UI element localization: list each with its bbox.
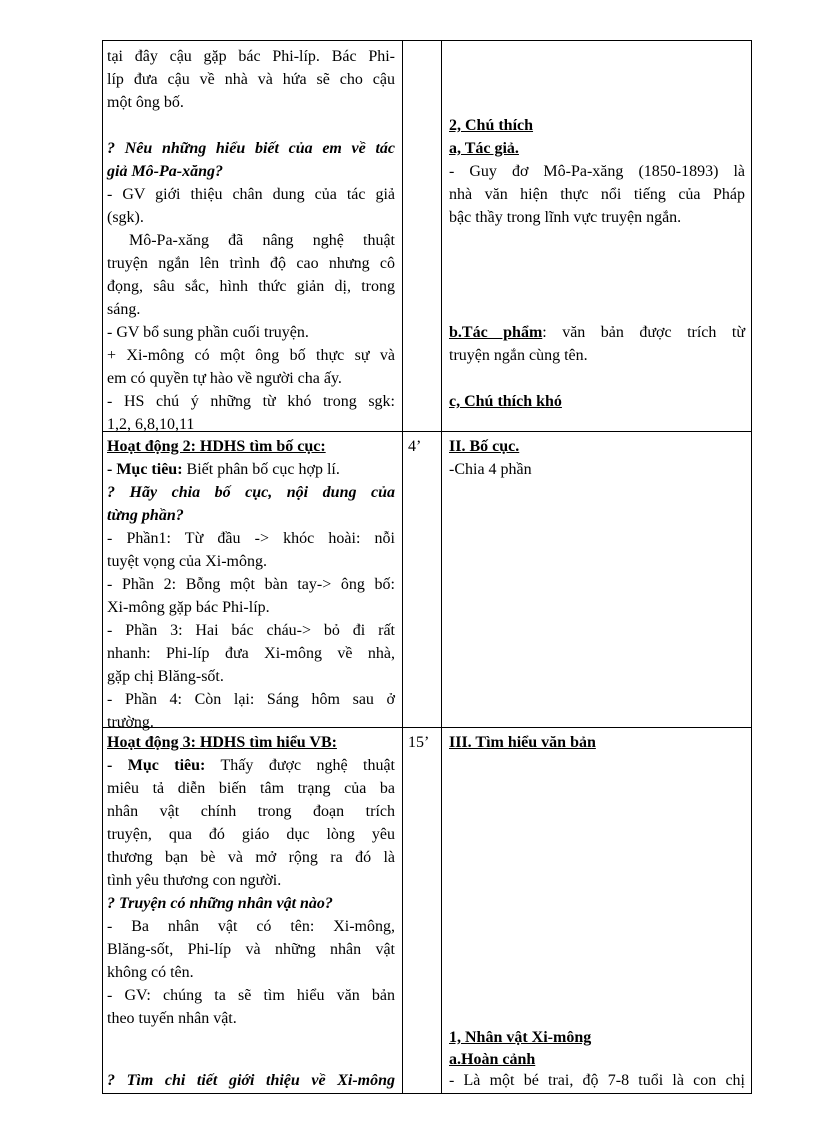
part-line: - Phần 2: Bỗng một bàn tay-> ông bố: bbox=[107, 576, 395, 593]
hs-note: - HS chú ý những từ khó trong sgk: bbox=[107, 393, 395, 410]
intro-line: tại đây cậu gặp bác Phi-líp. Bác Phi- bbox=[107, 48, 395, 65]
work-label: b.Tác phẩm bbox=[449, 324, 543, 341]
hs-note-cont: 1,2, 6,8,10,11 bbox=[107, 416, 195, 433]
section-II-text: -Chia 4 phần bbox=[449, 461, 532, 478]
section-2a-title: a, Tác giả. bbox=[449, 140, 519, 157]
section-2-title: 2, Chú thích bbox=[449, 117, 534, 134]
goal-line: thương bạn bè và mở rộng ra đó là bbox=[107, 849, 395, 866]
part-line: trường. bbox=[107, 714, 154, 731]
author-line: nhà văn hiện thực nổi tiếng của Pháp bbox=[449, 186, 745, 203]
intro-line: một ông bố. bbox=[107, 94, 184, 111]
part-line: - Phần 4: Còn lại: Sáng hôm sau ở bbox=[107, 691, 395, 708]
gv-addition: - GV bổ sung phần cuối truyện. bbox=[107, 324, 309, 341]
gv-portrait: - GV giới thiệu chân dung của tác giả bbox=[107, 186, 395, 203]
mopa-line: truyện ngắn lên trình độ cao nhưng cô bbox=[107, 255, 395, 272]
time-activity-3: 15’ bbox=[408, 734, 430, 751]
row-divider bbox=[102, 727, 752, 728]
character-1a-text: - Là một bé trai, độ 7-8 tuổi là con chị bbox=[449, 1072, 745, 1089]
part-line: Xi-mông gặp bác Phi-líp. bbox=[107, 599, 270, 616]
activity-2-question: ? Hãy chia bố cục, nội dung của bbox=[107, 484, 395, 501]
column-divider-2 bbox=[441, 41, 442, 1093]
part-line: gặp chị Blăng-sốt. bbox=[107, 668, 224, 685]
goal-text: Biết phân bố cục hợp lí. bbox=[182, 461, 340, 478]
time-activity-2: 4’ bbox=[408, 438, 422, 455]
goal-line: nhân vật chính trong đoạn trích bbox=[107, 803, 395, 820]
gv-study: - GV: chúng ta sẽ tìm hiểu văn bản bbox=[107, 987, 395, 1004]
mopa-line: đọng, sâu sắc, hình thức giản dị, trong bbox=[107, 278, 395, 295]
work-text: : văn bản được trích từ bbox=[542, 324, 745, 341]
part-line: - Phần 3: Hai bác cháu-> bỏ đi rất bbox=[107, 622, 395, 639]
part-line: tuyệt vọng của Xi-mông. bbox=[107, 553, 267, 570]
goal-line: miêu tả diễn biến tâm trạng của ba bbox=[107, 780, 395, 797]
ximong-father: + Xi-mông có một ông bố thực sự và bbox=[107, 347, 395, 364]
ximong-father-cont: em có quyền tự hào về người cha ấy. bbox=[107, 370, 342, 387]
mopa-line: sáng. bbox=[107, 301, 141, 318]
character-1-title: 1, Nhân vật Xi-mông bbox=[449, 1029, 592, 1046]
section-III-title: III. Tìm hiểu văn bản bbox=[449, 734, 596, 751]
hard-words-title: c, Chú thích khó bbox=[449, 393, 562, 410]
mopa-line: Mô-Pa-xăng đã nâng nghệ thuật bbox=[129, 232, 395, 249]
column-divider-1 bbox=[402, 41, 403, 1093]
goal-line: tình yêu thương con người. bbox=[107, 872, 282, 889]
question-author-cont: giả Mô-Pa-xăng? bbox=[107, 163, 223, 180]
goal-label: - Mục tiêu: bbox=[107, 757, 206, 774]
activity-2-title: Hoạt động 2: HDHS tìm bố cục: bbox=[107, 438, 326, 455]
character-line: - Ba nhân vật có tên: Xi-mông, bbox=[107, 918, 395, 935]
activity-2-goal bbox=[107, 458, 395, 481]
character-1a-title: a.Hoàn cảnh bbox=[449, 1051, 536, 1068]
question-characters: ? Truyện có những nhân vật nào? bbox=[107, 895, 333, 912]
part-line: - Phần1: Từ đầu -> khóc hoài: nỗi bbox=[107, 530, 395, 547]
author-line: bậc thầy trong lĩnh vực truyện ngắn. bbox=[449, 209, 682, 226]
work-line bbox=[449, 321, 745, 344]
activity-3-title: Hoạt động 3: HDHS tìm hiểu VB: bbox=[107, 734, 337, 751]
goal-text: Thấy được nghệ thuật bbox=[205, 757, 396, 774]
author-line: - Guy đơ Mô-Pa-xăng (1850-1893) là bbox=[449, 163, 745, 180]
activity-3-goal bbox=[107, 754, 395, 777]
row-divider bbox=[102, 431, 752, 432]
part-line: nhanh: Phi-líp đưa Xi-mông về nhà, bbox=[107, 645, 395, 662]
character-line: không có tên. bbox=[107, 964, 194, 981]
question-author: ? Nêu những hiểu biết của em về tác bbox=[107, 140, 395, 157]
question-ximong: ? Tìm chi tiết giới thiệu về Xi-mông bbox=[107, 1072, 395, 1089]
activity-2-question-cont: từng phần? bbox=[107, 507, 184, 524]
work-line-cont: truyện ngắn cùng tên. bbox=[449, 347, 588, 364]
character-line: Blăng-sốt, Phi-líp và những nhân vật bbox=[107, 941, 395, 958]
goal-label: - Mục tiêu: bbox=[107, 461, 183, 478]
gv-portrait-cont: (sgk). bbox=[107, 209, 144, 226]
section-II-title: II. Bố cục. bbox=[449, 438, 520, 455]
gv-study-cont: theo tuyến nhân vật. bbox=[107, 1010, 237, 1027]
intro-line: líp đưa cậu về nhà và hứa sẽ cho cậu bbox=[107, 71, 395, 88]
goal-line: truyện, qua đó giáo dục lòng yêu bbox=[107, 826, 395, 843]
